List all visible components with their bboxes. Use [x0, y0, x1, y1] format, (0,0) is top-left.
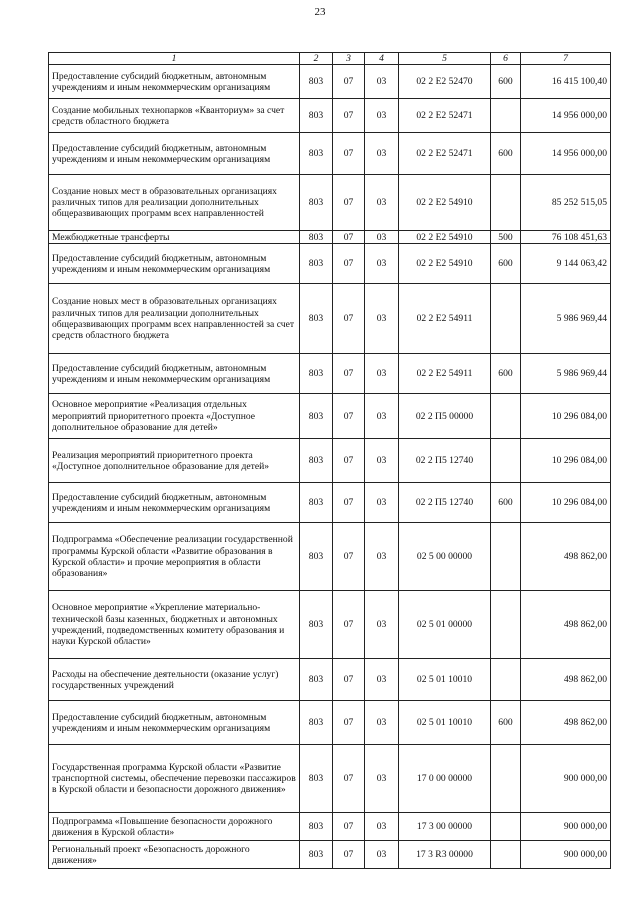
row-c5: 02 2 E2 52471: [399, 99, 491, 133]
row-c6: 500: [491, 231, 521, 244]
row-amount: 498 862,00: [521, 701, 611, 745]
header-col-4: 4: [365, 53, 399, 65]
row-name: Реализация мероприятий приоритетного проекта «Доступное дополнительное образование для детей»: [49, 439, 300, 483]
row-c5: 02 2 E2 54911: [399, 354, 491, 394]
row-c5: 02 5 01 00000: [399, 591, 491, 659]
row-c2: 803: [300, 745, 333, 813]
table-row: [49, 745, 611, 813]
row-name: Основное мероприятие «Реализация отдельных мероприятий приоритетного проекта «Доступное дополнительное образование для детей»: [49, 394, 300, 439]
row-amount: 14 956 000,00: [521, 133, 611, 175]
row-c3: 07: [333, 813, 365, 841]
row-c6: [491, 813, 521, 841]
row-c4: 03: [365, 175, 399, 231]
row-c5: 02 2 E2 52470: [399, 65, 491, 99]
row-c5: 02 2 E2 54911: [399, 284, 491, 354]
table-row: [49, 523, 611, 591]
row-name: Подпрограмма «Повышение безопасности дорожного движения в Курской области»: [49, 813, 300, 841]
row-c3: 07: [333, 591, 365, 659]
row-c2: 803: [300, 394, 333, 439]
row-amount: 900 000,00: [521, 841, 611, 869]
row-c4: 03: [365, 439, 399, 483]
row-name: Расходы на обеспечение деятельности (оказание услуг) государственных учреждений: [49, 659, 300, 701]
row-c5: 02 5 01 10010: [399, 701, 491, 745]
table-row: [49, 813, 611, 841]
table-row: [49, 701, 611, 745]
row-c3: 07: [333, 65, 365, 99]
row-c5: 02 2 E2 52471: [399, 133, 491, 175]
row-amount: 900 000,00: [521, 813, 611, 841]
row-c2: 803: [300, 841, 333, 869]
row-c3: 07: [333, 175, 365, 231]
row-name: Региональный проект «Безопасность дорожного движения»: [49, 841, 300, 869]
row-name: Создание новых мест в образовательных организациях различных типов для реализации дополнительных общеразвивающих программ всех направленностей: [49, 175, 300, 231]
row-c4: 03: [365, 133, 399, 175]
row-name: Государственная программа Курской области «Развитие транспортной системы, обеспечение перевозки пассажиров в Курской области и безопасности дорожного движения»: [49, 745, 300, 813]
table-row: [49, 175, 611, 231]
row-c6: 600: [491, 133, 521, 175]
table-row: [49, 244, 611, 284]
row-c3: 07: [333, 394, 365, 439]
row-c3: 07: [333, 701, 365, 745]
row-amount: 5 986 969,44: [521, 354, 611, 394]
row-amount: 85 252 515,05: [521, 175, 611, 231]
row-c5: 02 2 E2 54910: [399, 175, 491, 231]
header-col-7: 7: [521, 53, 611, 65]
row-c5: 02 2 П5 00000: [399, 394, 491, 439]
row-name: Подпрограмма «Обеспечение реализации государственной программы Курской области «Развитие образования в Курской области» и прочие мероприятия в области образования»: [49, 523, 300, 591]
row-name: Создание мобильных технопарков «Кванториум» за счет средств областного бюджета: [49, 99, 300, 133]
row-c4: 03: [365, 813, 399, 841]
row-c4: 03: [365, 591, 399, 659]
row-c6: [491, 99, 521, 133]
row-name: Межбюджетные трансферты: [49, 231, 300, 244]
row-c2: 803: [300, 231, 333, 244]
row-amount: 900 000,00: [521, 745, 611, 813]
row-c4: 03: [365, 99, 399, 133]
row-c2: 803: [300, 354, 333, 394]
row-amount: 76 108 451,63: [521, 231, 611, 244]
row-c6: [491, 745, 521, 813]
header-col-1: 1: [49, 53, 300, 65]
row-c3: 07: [333, 284, 365, 354]
row-c2: 803: [300, 133, 333, 175]
row-c6: 600: [491, 354, 521, 394]
row-amount: 10 296 084,00: [521, 394, 611, 439]
row-name: Предоставление субсидий бюджетным, автономным учреждениям и иным некоммерческим организациям: [49, 133, 300, 175]
row-c4: 03: [365, 701, 399, 745]
row-c5: 17 3 00 00000: [399, 813, 491, 841]
budget-table: [48, 52, 611, 869]
row-amount: 10 296 084,00: [521, 483, 611, 523]
row-c3: 07: [333, 439, 365, 483]
row-c4: 03: [365, 523, 399, 591]
row-name: Предоставление субсидий бюджетным, автономным учреждениям и иным некоммерческим организациям: [49, 244, 300, 284]
row-c6: [491, 284, 521, 354]
row-amount: 9 144 063,42: [521, 244, 611, 284]
row-c6: [491, 394, 521, 439]
row-c6: [491, 523, 521, 591]
row-name: Предоставление субсидий бюджетным, автономным учреждениям и иным некоммерческим организациям: [49, 65, 300, 99]
header-col-5: 5: [399, 53, 491, 65]
row-c6: [491, 841, 521, 869]
row-c5: 02 2 E2 54910: [399, 244, 491, 284]
row-c3: 07: [333, 523, 365, 591]
row-c3: 07: [333, 133, 365, 175]
table-row: [49, 133, 611, 175]
table-row: [49, 354, 611, 394]
row-c2: 803: [300, 439, 333, 483]
row-c5: 02 2 П5 12740: [399, 439, 491, 483]
row-c2: 803: [300, 175, 333, 231]
table-row: [49, 65, 611, 99]
row-c3: 07: [333, 745, 365, 813]
row-name: Предоставление субсидий бюджетным, автономным учреждениям и иным некоммерческим организациям: [49, 354, 300, 394]
row-c4: 03: [365, 65, 399, 99]
row-c6: [491, 439, 521, 483]
row-c5: 02 2 П5 12740: [399, 483, 491, 523]
row-c5: 02 5 01 10010: [399, 659, 491, 701]
header-col-6: 6: [491, 53, 521, 65]
row-c3: 07: [333, 483, 365, 523]
header-col-3: 3: [333, 53, 365, 65]
row-c6: 600: [491, 244, 521, 284]
row-c2: 803: [300, 483, 333, 523]
row-c4: 03: [365, 483, 399, 523]
table-row: [49, 659, 611, 701]
row-c5: 02 2 E2 54910: [399, 231, 491, 244]
row-c4: 03: [365, 394, 399, 439]
row-c2: 803: [300, 99, 333, 133]
row-c2: 803: [300, 523, 333, 591]
row-amount: 10 296 084,00: [521, 439, 611, 483]
row-c4: 03: [365, 841, 399, 869]
row-c5: 17 0 00 00000: [399, 745, 491, 813]
row-c2: 803: [300, 659, 333, 701]
row-c2: 803: [300, 284, 333, 354]
row-c5: 02 5 00 00000: [399, 523, 491, 591]
row-c6: [491, 175, 521, 231]
row-c2: 803: [300, 65, 333, 99]
table-row: [49, 591, 611, 659]
row-amount: 498 862,00: [521, 659, 611, 701]
row-c3: 07: [333, 244, 365, 284]
row-c6: 600: [491, 701, 521, 745]
table-row: [49, 483, 611, 523]
row-c4: 03: [365, 244, 399, 284]
table-row: [49, 439, 611, 483]
header-col-2: 2: [300, 53, 333, 65]
table-row: [49, 394, 611, 439]
row-c4: 03: [365, 745, 399, 813]
row-name: Предоставление субсидий бюджетным, автономным учреждениям и иным некоммерческим организациям: [49, 483, 300, 523]
row-name: Основное мероприятие «Укрепление материально-технической базы казенных, бюджетных и автономных учреждений, подведомственных комитету образования и науки Курской области»: [49, 591, 300, 659]
row-name: Предоставление субсидий бюджетным, автономным учреждениям и иным некоммерческим организациям: [49, 701, 300, 745]
row-c3: 07: [333, 354, 365, 394]
row-amount: 14 956 000,00: [521, 99, 611, 133]
row-c6: 600: [491, 65, 521, 99]
row-c6: [491, 659, 521, 701]
row-c4: 03: [365, 659, 399, 701]
page-number: 23: [314, 6, 326, 18]
row-amount: 498 862,00: [521, 591, 611, 659]
table-row: [49, 231, 611, 244]
row-name: Создание новых мест в образовательных организациях различных типов для реализации дополнительных общеразвивающих программ всех направленностей за счет средств областного бюджета: [49, 284, 300, 354]
row-c6: 600: [491, 483, 521, 523]
row-amount: 16 415 100,40: [521, 65, 611, 99]
row-c3: 07: [333, 99, 365, 133]
header-row: [49, 53, 611, 65]
table-row: [49, 99, 611, 133]
row-amount: 5 986 969,44: [521, 284, 611, 354]
row-c4: 03: [365, 354, 399, 394]
row-c4: 03: [365, 231, 399, 244]
row-c3: 07: [333, 659, 365, 701]
row-c4: 03: [365, 284, 399, 354]
row-c2: 803: [300, 591, 333, 659]
table-row: [49, 284, 611, 354]
row-amount: 498 862,00: [521, 523, 611, 591]
row-c5: 17 3 R3 00000: [399, 841, 491, 869]
row-c3: 07: [333, 841, 365, 869]
row-c3: 07: [333, 231, 365, 244]
table-row: [49, 841, 611, 869]
row-c2: 803: [300, 244, 333, 284]
row-c2: 803: [300, 813, 333, 841]
row-c2: 803: [300, 701, 333, 745]
row-c6: [491, 591, 521, 659]
